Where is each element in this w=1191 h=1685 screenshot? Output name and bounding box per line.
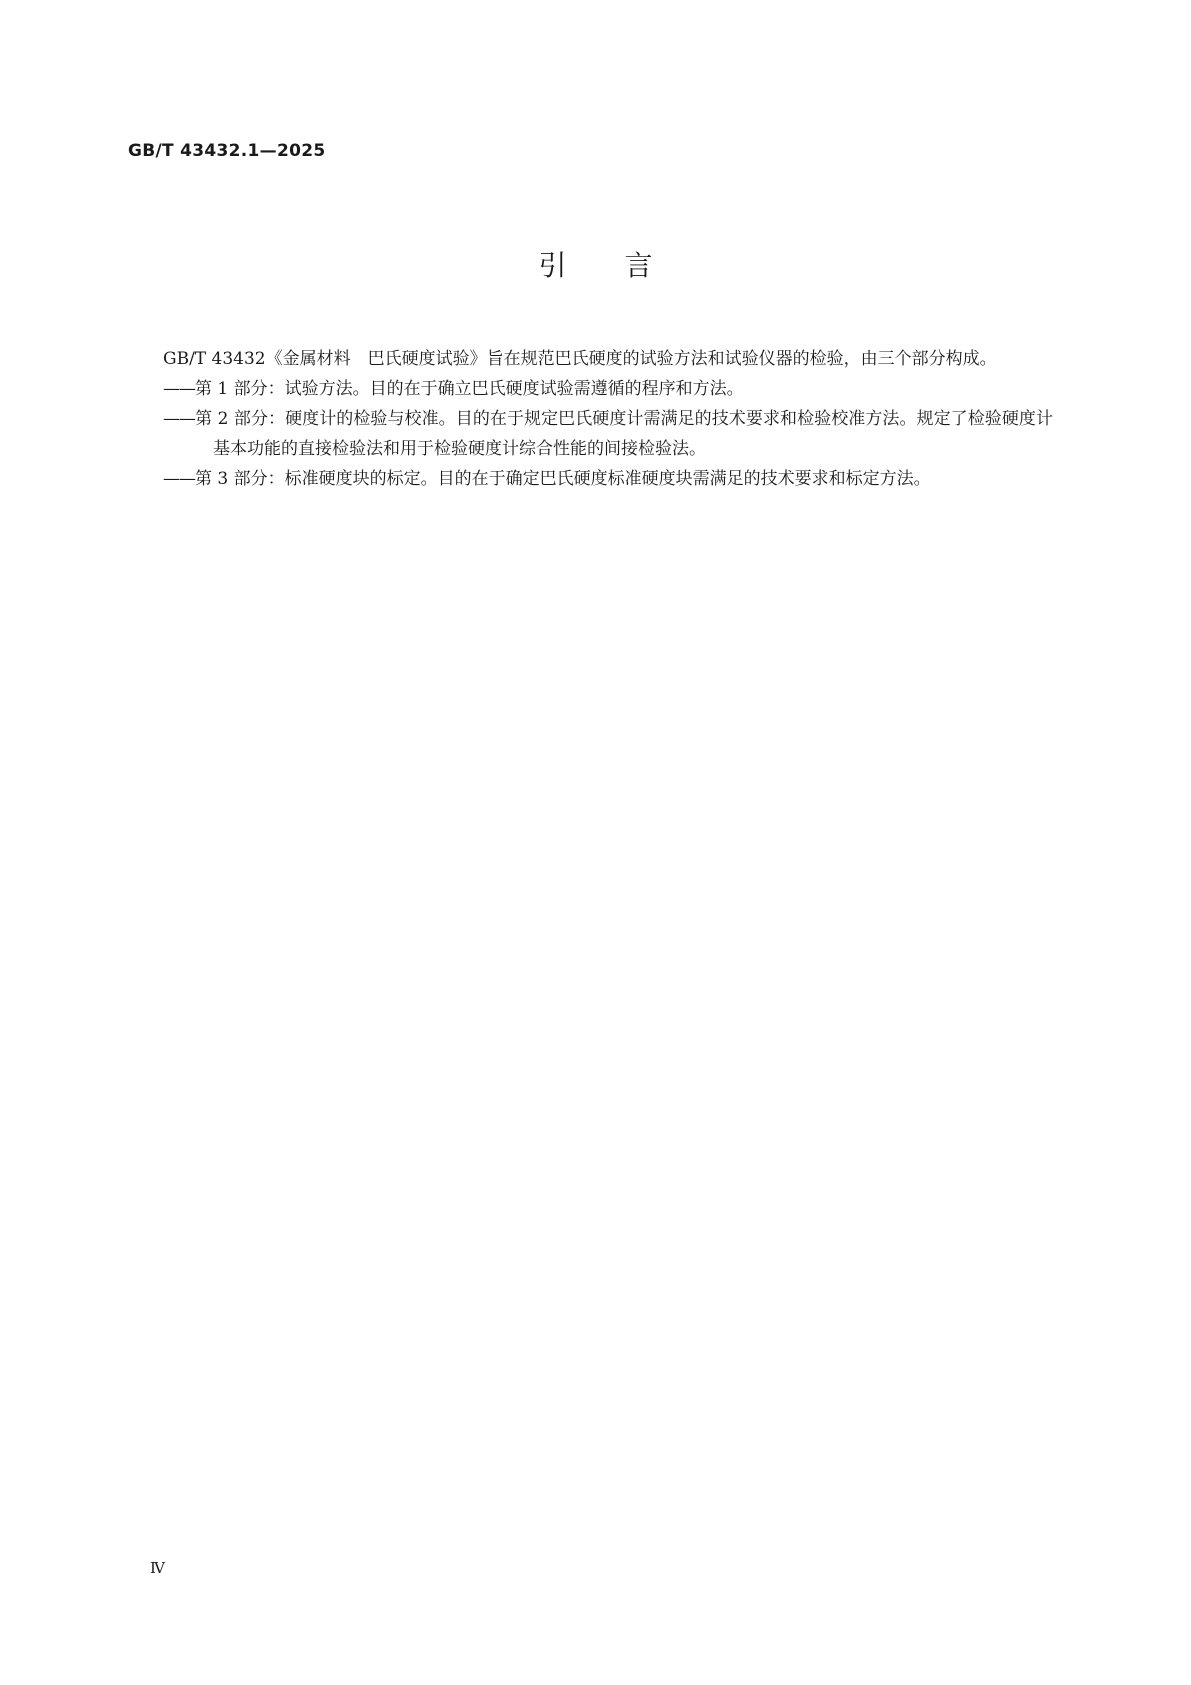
standard-code: GB/T 43432.1—2025 [128,141,326,161]
list-item-text: 第 1 部分：试验方法。目的在于确立巴氏硬度试验需遵循的程序和方法。 [195,379,744,399]
list-item [128,464,1053,494]
page-title: 引言 [538,249,711,282]
list-item [128,404,1053,464]
list-dash: —— [163,409,195,429]
page-number: Ⅳ [150,1559,165,1577]
document-body [128,344,1053,494]
list-item [128,374,1053,404]
intro-paragraph: GB/T 43432《金属材料 巴氏硬度试验》旨在规范巴氏硬度的试验方法和试验仪器的检验，由三个部分构成。 [163,349,997,369]
list-dash: —— [163,379,195,399]
list-dash: —— [163,469,195,489]
list-item-text: 第 2 部分：硬度计的检验与校准。目的在于规定巴氏硬度计需满足的技术要求和检验校准方法。规定了检验硬度计基本功能的直接检验法和用于检验硬度计综合性能的间接检验法。 [195,409,1053,459]
list-item-text: 第 3 部分：标准硬度块的标定。目的在于确定巴氏硬度标准硬度块需满足的技术要求和标定方法。 [195,469,931,489]
